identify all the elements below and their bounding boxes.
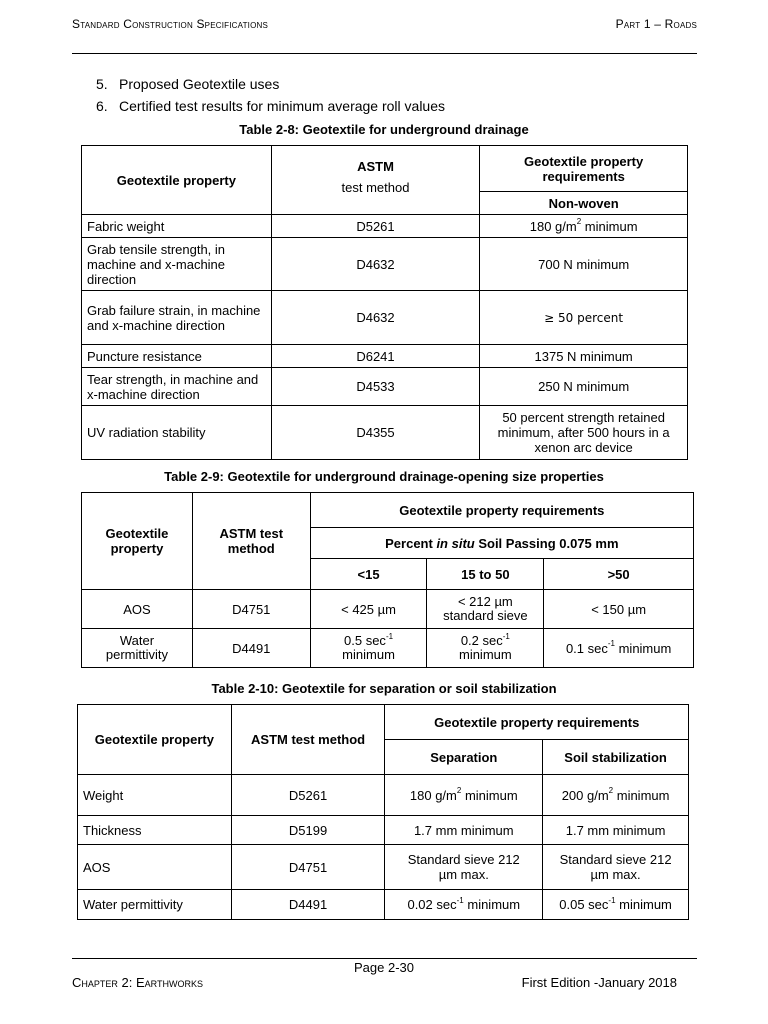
- table-row: Fabric weight D5261 180 $g/m^2$ minimum: [82, 215, 688, 238]
- col-header-nonwoven: Non-woven: [480, 192, 688, 215]
- page-number: Page 2-30: [354, 960, 414, 975]
- col-header-requirements: Geotextile property requirements: [310, 493, 693, 528]
- col-header-lt15: <15: [310, 559, 427, 590]
- list-text: Proposed Geotextile uses: [119, 76, 280, 92]
- col-header-astm: ASTM test method: [192, 493, 310, 590]
- col-header-requirements: Geotextile property requirements: [480, 146, 688, 192]
- list-number: 5.: [96, 76, 108, 92]
- col-header-stabilization: Soil stabilization: [543, 740, 689, 775]
- table-row: AOS D4751 < 425 µm < 212 µm standard sieve < 150 µm: [82, 590, 694, 629]
- table-row: Grab tensile strength, in machine and x-machine direction D4632 700 N minimum: [82, 238, 688, 291]
- list-item: [96, 76, 279, 92]
- footer-left: Chapter 2: Earthworks: [72, 975, 203, 990]
- table-row: Water permittivity D4491 0.02 $\sec^{-1}$ minimum 0.05 $\sec^{-1}$ minimum: [78, 890, 689, 920]
- table-row: AOS D4751 Standard sieve 212 µm max. Standard sieve 212 µm max.: [78, 845, 689, 890]
- col-header-property: Geotextile property: [78, 705, 232, 775]
- col-header-property: Geotextile property: [82, 493, 193, 590]
- col-header-separation: Separation: [385, 740, 543, 775]
- table-row: Tear strength, in machine and x-machine direction D4533 250 N minimum: [82, 368, 688, 406]
- footer-right: First Edition -January 2018: [521, 975, 677, 990]
- table-opening-size: [81, 492, 694, 668]
- table-row: Grab failure strain, in machine and x-machine direction D4632 ≥ 50 percent: [82, 291, 688, 345]
- col-header-gt50: >50: [544, 559, 694, 590]
- col-header-astm: ASTM test method: [271, 146, 480, 215]
- table3-caption: Table 2-10: Geotextile for separation or soil stabilization: [211, 681, 557, 696]
- table-row: Water permittivity D4491 0.5 $\sec^{-1}$ minimum 0.2 $\sec^{-1}$ minimum 0.1 $\sec^{-1}$ minimum: [82, 629, 694, 668]
- header-divider: [72, 53, 697, 54]
- table2-caption: Table 2-9: Geotextile for underground drainage-opening size properties: [164, 469, 604, 484]
- col-header-percent: Percent in situ Soil Passing 0.075 mm: [310, 528, 693, 559]
- col-header-requirements: Geotextile property requirements: [385, 705, 689, 740]
- table-row: Puncture resistance D6241 1375 N minimum: [82, 345, 688, 368]
- col-header-astm: ASTM test method: [231, 705, 385, 775]
- table-row: UV radiation stability D4355 50 percent strength retained minimum, after 500 hours in a xenon arc device: [82, 406, 688, 460]
- table-geotextile-drainage: [81, 145, 688, 460]
- list-item: [96, 98, 445, 114]
- table1-caption: Table 2-8: Geotextile for underground drainage: [239, 122, 529, 137]
- list-number: 6.: [96, 98, 108, 114]
- list-text: Certified test results for minimum average roll values: [119, 98, 446, 114]
- header-left: Standard Construction Specifications: [72, 17, 269, 31]
- table-row: Thickness D5199 1.7 mm minimum 1.7 mm minimum: [78, 816, 689, 845]
- table-row: Weight D5261 180 $g/m^2$ minimum 200 $g/m^2$ minimum: [78, 775, 689, 816]
- footer-divider: [72, 958, 697, 959]
- table-separation-stabilization: [77, 704, 689, 920]
- col-header-15to50: 15 to 50: [427, 559, 544, 590]
- col-header-property: Geotextile property: [82, 146, 272, 215]
- header-right: Part 1 – Roads: [615, 17, 697, 31]
